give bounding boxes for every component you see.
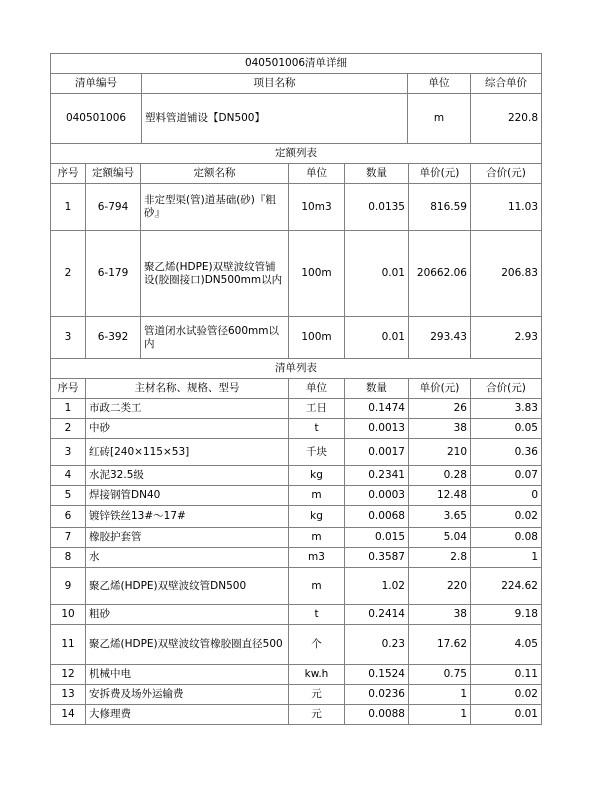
material-unit: 元 (289, 705, 345, 725)
material-name: 水 (86, 548, 289, 568)
quota-col-header: 单位 (289, 164, 345, 184)
materials-row (51, 506, 542, 528)
material-qty: 1.02 (345, 568, 409, 605)
materials-row (51, 705, 542, 725)
material-unit: 元 (289, 685, 345, 705)
material-name: 市政二类工 (86, 399, 289, 419)
material-total: 0.36 (471, 439, 542, 466)
material-name: 聚乙烯(HDPE)双壁波纹管橡胶圈直径500 (86, 625, 289, 665)
material-name: 红砖[240×115×53] (86, 439, 289, 466)
materials-row (51, 399, 542, 419)
material-unit: t (289, 419, 345, 439)
material-price: 0.28 (409, 466, 471, 486)
quota-name: 管道闭水试验管径600mm以内 (141, 317, 289, 359)
quota-qty: 0.01 (345, 317, 409, 359)
bill-code: 040501006 (51, 94, 142, 144)
material-name: 中砂 (86, 419, 289, 439)
material-qty: 0.0236 (345, 685, 409, 705)
quota-total: 206.83 (471, 231, 542, 317)
quota-col-header: 序号 (51, 164, 86, 184)
material-no: 10 (51, 605, 86, 625)
material-no: 6 (51, 506, 86, 528)
quota-code: 6-179 (86, 231, 141, 317)
materials-col-header: 数量 (345, 379, 409, 399)
material-price: 17.62 (409, 625, 471, 665)
material-qty: 0.3587 (345, 548, 409, 568)
material-no: 12 (51, 665, 86, 685)
quota-price: 816.59 (409, 184, 471, 231)
quota-row (51, 184, 542, 231)
material-total: 0 (471, 486, 542, 506)
material-price: 1 (409, 685, 471, 705)
material-name: 粗砂 (86, 605, 289, 625)
material-total: 224.62 (471, 568, 542, 605)
quota-code: 6-794 (86, 184, 141, 231)
material-name: 聚乙烯(HDPE)双壁波纹管DN500 (86, 568, 289, 605)
material-qty: 0.23 (345, 625, 409, 665)
material-no: 2 (51, 419, 86, 439)
quota-name: 聚乙烯(HDPE)双壁波纹管铺设(胶圈接口)DN500mm以内 (141, 231, 289, 317)
col-header-code: 清单编号 (51, 74, 142, 94)
material-total: 0.07 (471, 466, 542, 486)
quota-col-header: 定额名称 (141, 164, 289, 184)
material-unit: t (289, 605, 345, 625)
quota-unit: 100m (289, 317, 345, 359)
material-price: 220 (409, 568, 471, 605)
materials-col-header: 合价(元) (471, 379, 542, 399)
material-unit: m3 (289, 548, 345, 568)
materials-row (51, 486, 542, 506)
material-unit: kw.h (289, 665, 345, 685)
materials-col-header: 单位 (289, 379, 345, 399)
material-qty: 0.2341 (345, 466, 409, 486)
material-no: 11 (51, 625, 86, 665)
materials-col-header: 序号 (51, 379, 86, 399)
materials-row (51, 625, 542, 665)
material-qty: 0.0068 (345, 506, 409, 528)
material-qty: 0.0003 (345, 486, 409, 506)
quota-col-header: 合价(元) (471, 164, 542, 184)
materials-row (51, 466, 542, 486)
material-total: 0.05 (471, 419, 542, 439)
quota-price: 293.43 (409, 317, 471, 359)
material-total: 0.11 (471, 665, 542, 685)
materials-row (51, 665, 542, 685)
material-no: 7 (51, 528, 86, 548)
materials-row (51, 548, 542, 568)
material-price: 38 (409, 605, 471, 625)
material-no: 9 (51, 568, 86, 605)
material-price: 38 (409, 419, 471, 439)
material-price: 1 (409, 705, 471, 725)
material-name: 水泥32.5级 (86, 466, 289, 486)
material-no: 13 (51, 685, 86, 705)
material-total: 4.05 (471, 625, 542, 665)
material-total: 9.18 (471, 605, 542, 625)
quota-col-header: 数量 (345, 164, 409, 184)
material-qty: 0.0088 (345, 705, 409, 725)
materials-row (51, 568, 542, 605)
col-header-unit: 单位 (408, 74, 471, 94)
material-unit: kg (289, 466, 345, 486)
material-unit: m (289, 486, 345, 506)
materials-row (51, 605, 542, 625)
material-price: 12.48 (409, 486, 471, 506)
material-name: 大修理费 (86, 705, 289, 725)
bill-price: 220.8 (471, 94, 542, 144)
quota-col-header: 单价(元) (409, 164, 471, 184)
material-price: 26 (409, 399, 471, 419)
material-unit: 工日 (289, 399, 345, 419)
material-price: 2.8 (409, 548, 471, 568)
material-no: 3 (51, 439, 86, 466)
material-qty: 0.0017 (345, 439, 409, 466)
material-price: 3.65 (409, 506, 471, 528)
material-name: 焊接钢管DN40 (86, 486, 289, 506)
quota-no: 3 (51, 317, 86, 359)
material-unit: m (289, 528, 345, 548)
material-total: 1 (471, 548, 542, 568)
material-qty: 0.0013 (345, 419, 409, 439)
material-total: 3.83 (471, 399, 542, 419)
material-no: 14 (51, 705, 86, 725)
col-header-name: 项目名称 (142, 74, 408, 94)
quota-qty: 0.01 (345, 231, 409, 317)
material-total: 0.01 (471, 705, 542, 725)
material-name: 机械中电 (86, 665, 289, 685)
material-no: 8 (51, 548, 86, 568)
materials-section-title: 清单列表 (51, 359, 542, 379)
material-qty: 0.015 (345, 528, 409, 548)
material-no: 1 (51, 399, 86, 419)
page-title: 040501006清单详细 (51, 54, 542, 74)
quota-price: 20662.06 (409, 231, 471, 317)
material-name: 橡胶护套管 (86, 528, 289, 548)
material-price: 5.04 (409, 528, 471, 548)
materials-row (51, 439, 542, 466)
quota-code: 6-392 (86, 317, 141, 359)
material-price: 0.75 (409, 665, 471, 685)
quota-total: 11.03 (471, 184, 542, 231)
material-no: 4 (51, 466, 86, 486)
material-total: 0.08 (471, 528, 542, 548)
material-unit: m (289, 568, 345, 605)
materials-row (51, 528, 542, 548)
materials-col-header: 主材名称、规格、型号 (86, 379, 289, 399)
material-qty: 0.1524 (345, 665, 409, 685)
material-qty: 0.2414 (345, 605, 409, 625)
material-name: 镀锌铁丝13#～17# (86, 506, 289, 528)
quota-total: 2.93 (471, 317, 542, 359)
material-unit: kg (289, 506, 345, 528)
material-qty: 0.1474 (345, 399, 409, 419)
material-total: 0.02 (471, 685, 542, 705)
quota-unit: 10m3 (289, 184, 345, 231)
material-no: 5 (51, 486, 86, 506)
detail-table (50, 143, 542, 725)
quota-name: 非定型渠(管)道基础(砂)『粗砂』 (141, 184, 289, 231)
quota-row (51, 231, 542, 317)
material-name: 安拆费及场外运输费 (86, 685, 289, 705)
materials-col-header: 单价(元) (409, 379, 471, 399)
material-unit: 个 (289, 625, 345, 665)
quota-qty: 0.0135 (345, 184, 409, 231)
bill-name: 塑料管道铺设【DN500】 (142, 94, 408, 144)
quota-no: 2 (51, 231, 86, 317)
bill-unit: m (408, 94, 471, 144)
material-unit: 千块 (289, 439, 345, 466)
quota-row (51, 317, 542, 359)
material-price: 210 (409, 439, 471, 466)
bill-header-table (50, 53, 542, 144)
materials-row (51, 685, 542, 705)
quota-col-header: 定额编号 (86, 164, 141, 184)
quota-unit: 100m (289, 231, 345, 317)
col-header-price: 综合单价 (471, 74, 542, 94)
material-total: 0.02 (471, 506, 542, 528)
quota-section-title: 定额列表 (51, 144, 542, 164)
materials-row (51, 419, 542, 439)
quota-no: 1 (51, 184, 86, 231)
